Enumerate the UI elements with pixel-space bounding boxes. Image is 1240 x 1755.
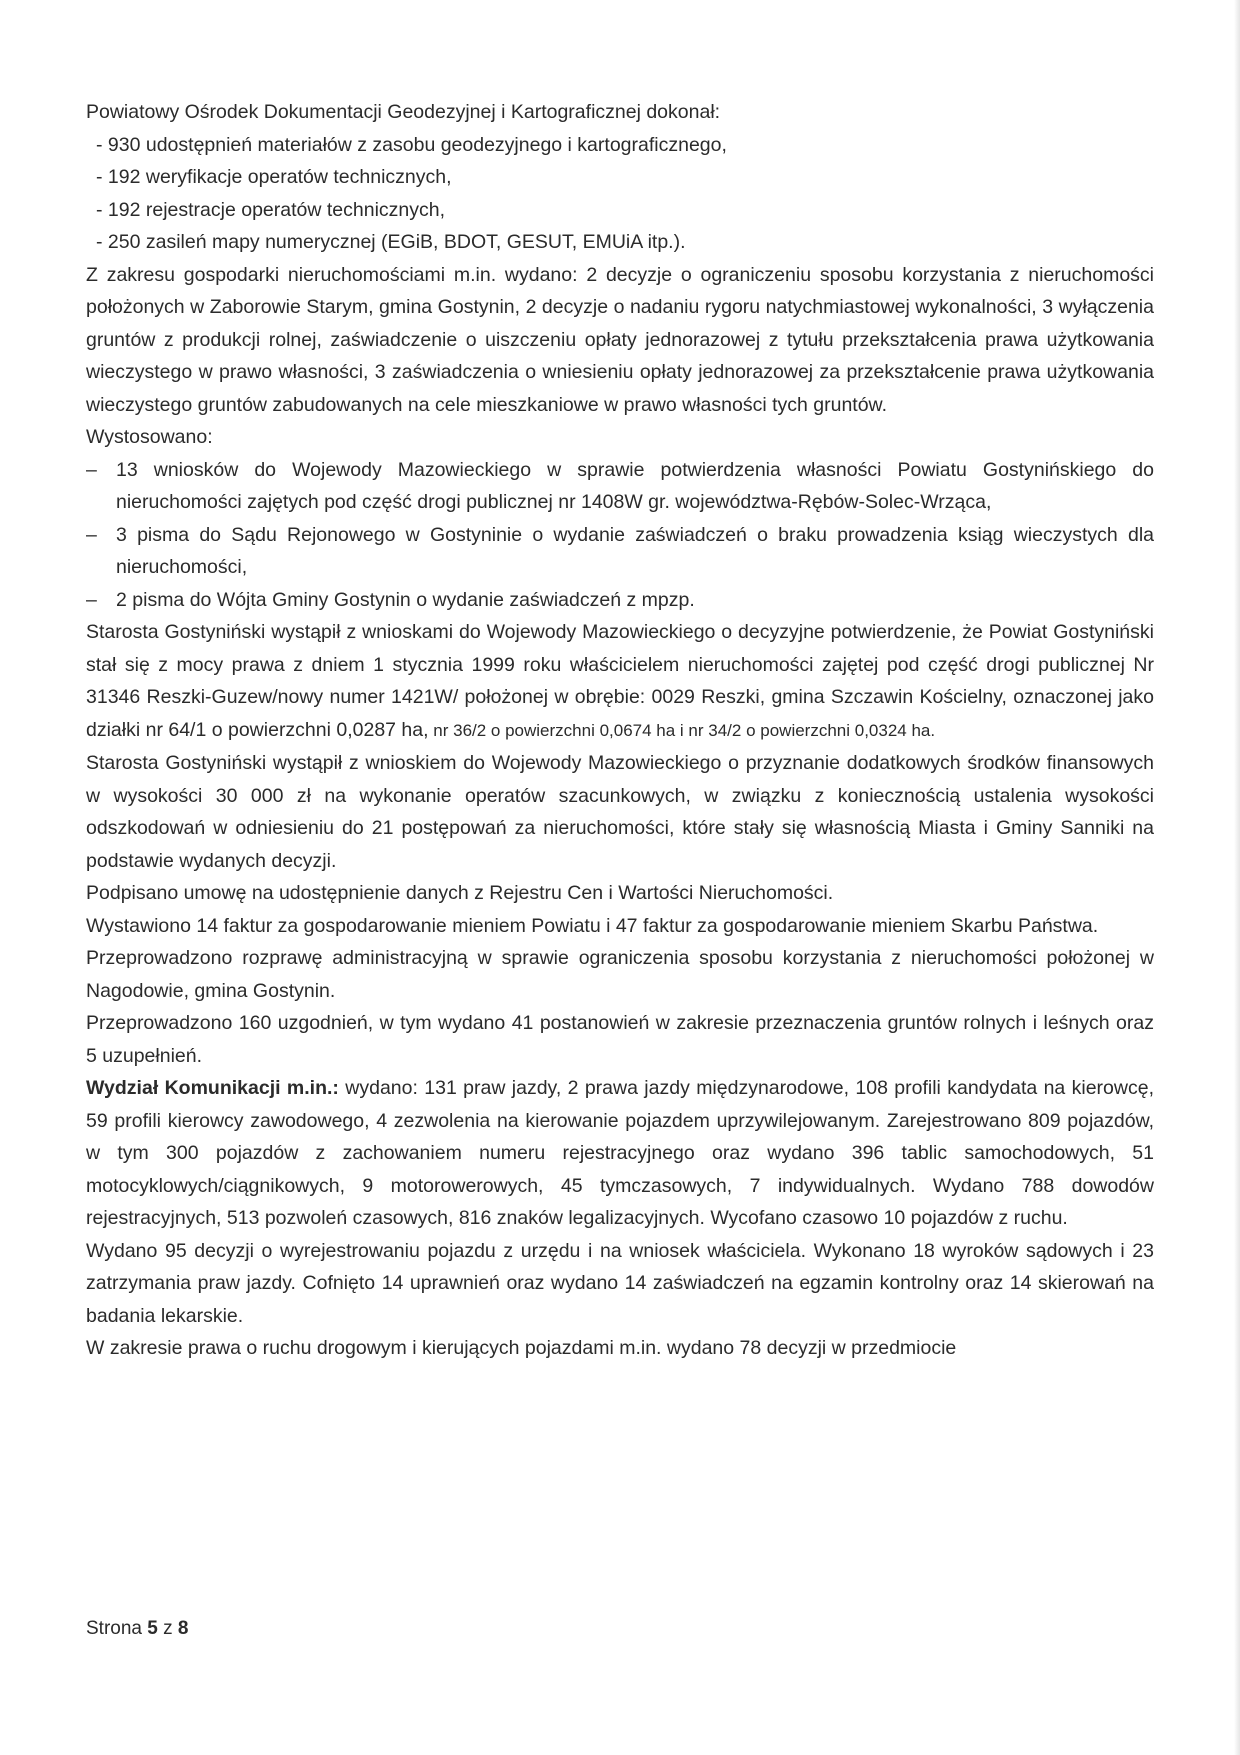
scan-edge-shadow	[1234, 0, 1240, 1755]
list-item	[86, 519, 1154, 584]
paragraph-decyzje: Wydano 95 decyzji o wyrejestrowaniu pojazdu z urzędu i na wniosek właściciela. Wykonano 18 wyroków sądowych i 23 zatrzymania praw jazdy. Cofnięto 14 uprawnień oraz wydano 14 zaświadczeń na egzamin kontrolny oraz 14 skierowań na badania lekarskie.	[86, 1239, 1154, 1327]
dash-bullet: –	[86, 588, 97, 611]
footer-prefix: Strona	[86, 1618, 148, 1639]
paragraph-text: Starosta Gostyniński wystąpił z wnioskami do Wojewody Mazowieckiego o decyzyjne potwierdzenie, że Powiat Gostyniński stał się z mocy prawa z dniem 1 stycznia 1999 roku właścicielem nieruchomości zajętej pod część drogi publicznej Nr 31346 Reszki-Guzew/nowy numer 1421W/ położonej w obrębie: 0029 Reszki, gmina Szczawin Kościelny, oznaczonej jako działki nr 64/1 o powierzchni 0,0287 ha,	[86, 621, 1154, 741]
podgik-list	[86, 129, 1154, 259]
list-item-text: 13 wniosków do Wojewody Mazowieckiego w sprawie potwierdzenia własności Powiatu Gostynińskiego do nieruchomości zajętych pod część drogi publicznej nr 1408W gr. województwa-Rębów-Solec-Wrząca,	[116, 458, 1154, 513]
paragraph-nieruchomosci: Z zakresu gospodarki nieruchomościami m.in. wydano: 2 decyzje o ograniczeniu sposobu korzystania z nieruchomości położonych w Zaborowie Starym, gmina Gostynin, 2 decyzje o nadaniu rygoru natychmiastowej wykonalności, 3 wyłączenia gruntów z produkcji rolnej, zaświadczenie o uiszczeniu opłaty jednorazowej z tytułu przekształcenia prawa użytkowania wieczystego w prawo własności, 3 zaświadczenia o wniesieniu opłaty jednorazowej za przekształcenie prawa użytkowania wieczystego gruntów zabudowanych na cele mieszkaniowe w prawo własności tych gruntów.	[86, 263, 1154, 416]
wystosowano-list	[86, 454, 1154, 617]
paragraph-starosta-srodki: Starosta Gostyniński wystąpił z wnioskiem do Wojewody Mazowieckiego o przyznanie dodatkowych środków finansowych w wysokości 30 000 zł na wykonanie operatów szacunkowych, w związku z koniecznością ustalenia wysokości odszkodowań w odniesieniu do 21 postępowań za nieruchomości, które stały się własnością Miasta i Gminy Sanniki na podstawie wydanych decyzji.	[86, 752, 1154, 872]
footer-separator: z	[157, 1618, 178, 1639]
podgik-item: - 250 zasileń mapy numerycznej (EGiB, BDOT, GESUT, EMUiA itp.).	[96, 231, 686, 253]
paragraph-faktury: Wystawiono 14 faktur za gospodarowanie mieniem Powiatu i 47 faktur za gospodarowanie mieniem Skarbu Państwa.	[86, 914, 1099, 937]
page-number-current: 5	[147, 1618, 158, 1639]
podgik-item: - 930 udostępnień materiałów z zasobu geodezyjnego i kartograficznego,	[96, 133, 727, 156]
list-item	[86, 454, 1154, 519]
paragraph-ruch-drogowy: W zakresie prawa o ruchu drogowym i kierujących pojazdami m.in. wydano 78 decyzji w przedmiocie	[86, 1337, 957, 1359]
page-number-total: 8	[177, 1618, 189, 1639]
section-label-komunikacja: Wydział Komunikacji m.in.:	[86, 1077, 339, 1099]
paragraph-uzgodnienia: Przeprowadzono 160 uzgodnień, w tym wydano 41 postanowień w zakresie przeznaczenia gruntów rolnych i leśnych oraz 5 uzupełnień.	[86, 1012, 1154, 1067]
paragraph-rozprawa: Przeprowadzono rozprawę administracyjną w sprawie ograniczenia sposobu korzystania z nieruchomości położonej w Nagodowie, gmina Gostynin.	[86, 947, 1154, 1002]
list-item	[86, 584, 1154, 617]
document-body	[86, 96, 1154, 1365]
paragraph-komunikacja	[86, 1072, 1154, 1235]
wystosowano-label: Wystosowano:	[86, 426, 213, 448]
podgik-item: - 192 weryfikacje operatów technicznych,	[96, 166, 452, 188]
paragraph-umowa: Podpisano umowę na udostępnienie danych z Rejestru Cen i Wartości Nieruchomości.	[86, 882, 834, 904]
paragraph-text-small: nr 36/2 o powierzchni 0,0674 ha i nr 34/2 o powierzchni 0,0324 ha.	[428, 720, 936, 740]
list-item-text: 2 pisma do Wójta Gminy Gostynin o wydanie zaświadczeń z mpzp.	[116, 588, 695, 611]
podgik-item: - 192 rejestracje operatów technicznych,	[96, 198, 446, 221]
dash-bullet: –	[86, 523, 97, 546]
dash-bullet: –	[86, 458, 97, 481]
page-footer	[86, 1618, 188, 1640]
podgik-heading: Powiatowy Ośrodek Dokumentacji Geodezyjnej i Kartograficznej dokonał:	[86, 101, 721, 123]
paragraph-starosta-wnioski	[86, 616, 1154, 747]
list-item-text: 3 pisma do Sądu Rejonowego w Gostyninie o wydanie zaświadczeń o braku prowadzenia ksiąg wieczystych dla nieruchomości,	[116, 523, 1154, 578]
paragraph-text: wydano: 131 praw jazdy, 2 prawa jazdy międzynarodowe, 108 profili kandydata na kierowcę, 59 profili kierowcy zawodowego, 4 zezwolenia na kierowanie pojazdem uprzywilejowanym. Zarejestrowano 809 pojazdów, w tym 300 pojazdów z zachowaniem numeru rejestracyjnego oraz wydano 396 tablic samochodowych, 51 motocyklowych/ciągnikowych, 9 motorowerowych, 45 tymczasowych, 7 indywidualnych. Wydano 788 dowodów rejestracyjnych, 513 pozwoleń czasowych, 816 znaków legalizacyjnych. Wycofano czasowo 10 pojazdów z ruchu.	[86, 1077, 1154, 1229]
